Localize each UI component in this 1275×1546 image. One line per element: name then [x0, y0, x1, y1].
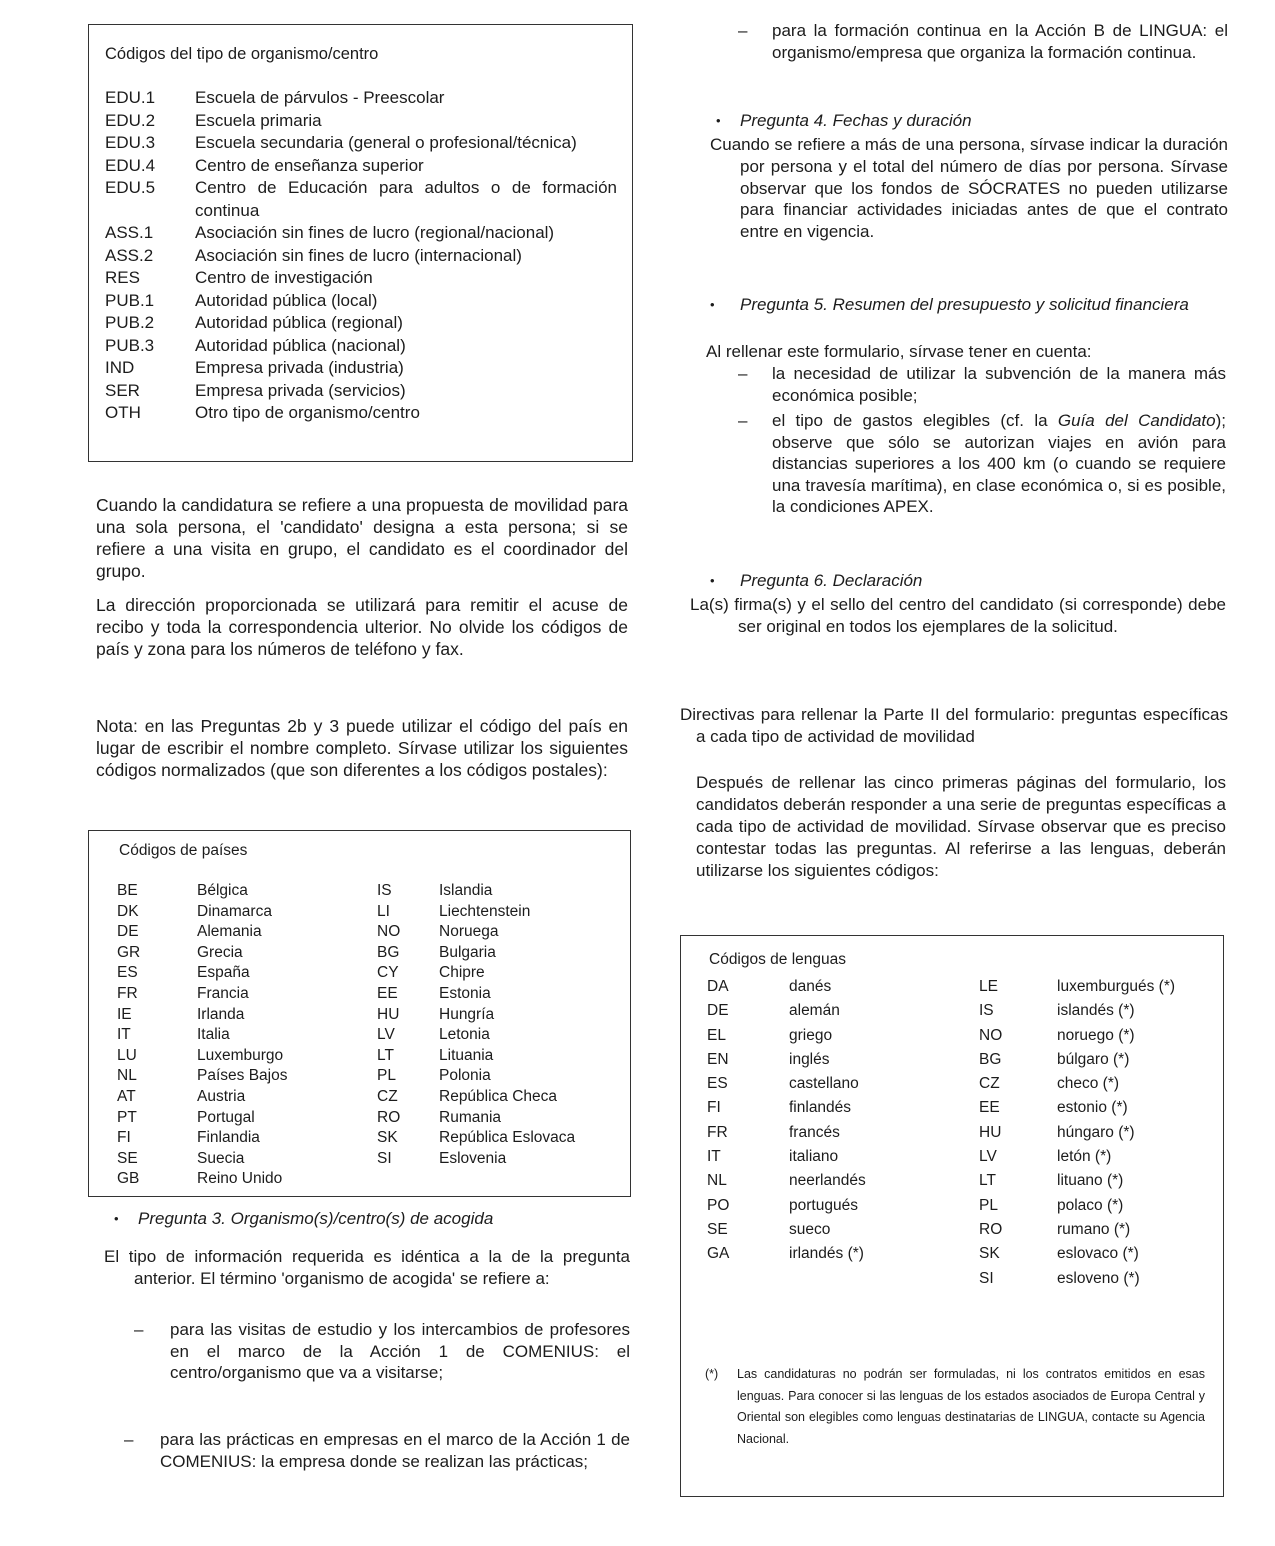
- org-code: EDU.3: [105, 133, 156, 152]
- list-item: [377, 1005, 627, 1026]
- org-label: Escuela de párvulos - Preescolar: [195, 88, 445, 107]
- list-item: [979, 1145, 1219, 1169]
- list-item: [377, 1087, 627, 1108]
- dash-icon: –: [134, 1320, 144, 1339]
- code: HU: [377, 1005, 400, 1023]
- q5-item-2-post: ); observe que sólo se autorizan viajes en avión para distancias superiores a los 400 km (o cuando se requiere una travesía marítima), en clase económica o, si es posible, la condiciones APEX.: [772, 411, 1226, 516]
- footnote-text: Las candidaturas no podrán ser formuladas, ni los contratos emitidos en esas lenguas. Para conocer si las lenguas de los estados asociados de Europa Central y Oriental son elegibles como lenguas destinatarias de LINGUA, contacte su Agencia Nacional.: [737, 1367, 1205, 1446]
- org-code: PUB.1: [105, 290, 155, 310]
- name: irlandés (*): [789, 1245, 864, 1263]
- code: NL: [707, 1172, 727, 1190]
- q4-text: [710, 134, 1228, 243]
- name: Suecia: [197, 1149, 245, 1167]
- table-row: [105, 87, 617, 110]
- name: Reino Unido: [197, 1170, 283, 1188]
- name: inglés: [789, 1050, 830, 1068]
- code: LT: [979, 1172, 996, 1190]
- country-codes-title: Códigos de países: [119, 842, 248, 859]
- name: Portugal: [197, 1108, 255, 1126]
- code: IE: [117, 1005, 132, 1023]
- code: SI: [979, 1269, 994, 1287]
- code: HU: [979, 1123, 1002, 1141]
- name: Luxemburgo: [197, 1046, 284, 1064]
- list-item: [707, 1169, 977, 1193]
- code: SE: [707, 1220, 728, 1238]
- language-codes-col2: [979, 975, 1219, 1291]
- q3-item-1-text: para las visitas de estudio y los intercambios de profesores en el marco de la Acción 1 de COMENIUS: el centro/organismo que va a visitarse;: [170, 1320, 630, 1382]
- bullet-icon: •: [710, 297, 715, 312]
- code: ES: [707, 1075, 728, 1093]
- country-codes-box: [88, 830, 631, 1197]
- list-item: [117, 943, 387, 964]
- code: CY: [377, 964, 399, 982]
- list-item: [979, 1242, 1219, 1266]
- code: DE: [707, 1002, 729, 1020]
- org-label: Asociación sin fines de lucro (internacional): [195, 245, 522, 265]
- list-item: [707, 1121, 977, 1145]
- code: LT: [377, 1046, 394, 1064]
- name: República Eslovaca: [439, 1129, 576, 1147]
- list-item: [377, 984, 627, 1005]
- list-item: [979, 1048, 1219, 1072]
- code: LE: [979, 978, 998, 995]
- name: finlandés: [789, 1099, 852, 1117]
- name: alemán: [789, 1002, 840, 1020]
- org-label: Escuela primaria: [195, 110, 322, 130]
- name: islandés (*): [1057, 1002, 1135, 1020]
- directives-heading-text: Directivas para rellenar la Parte II del formulario: preguntas específicas a cada tipo de actividad de movilidad: [680, 705, 1228, 746]
- table-row: [105, 267, 617, 290]
- org-code: ASS.2: [105, 245, 154, 265]
- code: SK: [377, 1129, 398, 1147]
- list-item: [377, 943, 627, 964]
- org-codes-title: Códigos del tipo de organismo/centro: [105, 45, 379, 63]
- org-label: Asociación sin fines de lucro (regional/nacional): [195, 223, 555, 242]
- code: LU: [117, 1046, 137, 1064]
- name: Bulgaria: [439, 943, 496, 961]
- list-item: [707, 1048, 977, 1072]
- list-item: [377, 1128, 627, 1149]
- name: Lituania: [439, 1046, 494, 1064]
- list-item: [979, 1194, 1219, 1218]
- code: GB: [117, 1170, 140, 1188]
- q3-item-1: [134, 1319, 630, 1384]
- name: letón (*): [1057, 1148, 1112, 1166]
- table-row: [105, 245, 617, 268]
- list-item: [117, 902, 387, 923]
- country-codes-col1: [117, 881, 387, 1190]
- name: Bélgica: [197, 882, 248, 899]
- code: RO: [979, 1220, 1003, 1238]
- code: NO: [377, 923, 401, 941]
- q4-text-content: Cuando se refiere a más de una persona, sírvase indicar la duración por persona y el total del número de días por persona. Sírvase observar que los fondos de SÓCRATES no pueden utilizarse para financiar actividades iniciadas antes de que el contrato entre en vigencia.: [710, 135, 1228, 242]
- name: Estonia: [439, 984, 491, 1002]
- country-codes-col2: [377, 881, 627, 1169]
- list-item: [979, 1267, 1219, 1291]
- name: Países Bajos: [197, 1067, 288, 1085]
- name: noruego (*): [1057, 1026, 1135, 1044]
- org-code: RES: [105, 268, 140, 287]
- name: Alemania: [197, 923, 262, 941]
- name: Finlandia: [197, 1129, 260, 1147]
- list-item: [979, 975, 1219, 999]
- code: ES: [117, 964, 138, 982]
- org-code: PUB.3: [105, 335, 155, 355]
- address-paragraph: La dirección proporcionada se utilizará para remitir el acuse de recibo y toda la correspondencia ulterior. No olvide los códigos de país y zona para los números de teléfono y fax.: [96, 595, 628, 659]
- q5-item-1-text: la necesidad de utilizar la subvención de la manera más económica posible;: [772, 364, 1226, 405]
- name: italiano: [789, 1148, 839, 1166]
- code: BE: [117, 882, 138, 899]
- org-codes-table: [105, 87, 617, 425]
- name: Austria: [197, 1087, 246, 1105]
- list-item: [707, 1218, 977, 1242]
- org-label: Centro de Educación para adultos o de formación continua: [195, 178, 617, 220]
- footnote-mark: (*): [705, 1367, 719, 1381]
- table-row: [105, 290, 617, 313]
- language-codes-col1: [707, 975, 977, 1267]
- table-row: [105, 110, 617, 133]
- candidate-paragraph: Cuando la candidatura se refiere a una propuesta de movilidad para una sola persona, el 'candidato' designa a esta persona; si se refiere a una visita en grupo, el candidato es el coordinador del grupo.: [96, 495, 628, 581]
- org-code: IND: [105, 358, 135, 377]
- code: FI: [707, 1099, 721, 1117]
- org-label: Otro tipo de organismo/centro: [195, 403, 420, 422]
- list-item: [377, 881, 627, 902]
- code: SI: [377, 1149, 392, 1167]
- name: República Checa: [439, 1087, 558, 1105]
- list-item: [117, 963, 387, 984]
- table-row: [105, 132, 617, 155]
- org-label: Autoridad pública (nacional): [195, 335, 406, 355]
- code: SE: [117, 1149, 138, 1167]
- code: AT: [117, 1087, 136, 1105]
- directives-text: Después de rellenar las cinco primeras páginas del formulario, los candidatos deberán responder a una serie de preguntas específicas a cada tipo de actividad de movilidad. Sírvase observar que es preciso contestar todas las preguntas. Al referirse a las lenguas, deberán utilizarse los siguientes códigos:: [696, 773, 1226, 880]
- org-label: Centro de enseñanza superior: [195, 155, 424, 175]
- name: eslovaco (*): [1057, 1245, 1139, 1263]
- code: CZ: [377, 1087, 398, 1105]
- q6-text-content: La(s) firma(s) y el sello del centro del candidato (si corresponde) debe ser original en todos los ejemplares de la solicitud.: [690, 595, 1226, 636]
- code: EE: [979, 1099, 1000, 1117]
- code: DE: [117, 923, 139, 941]
- name: húngaro (*): [1057, 1123, 1135, 1141]
- list-item: [377, 922, 627, 943]
- code: FR: [117, 984, 138, 1002]
- lingua-item-text: para la formación continua en la Acción B de LINGUA: el organismo/empresa que organiza la formación continua.: [772, 21, 1228, 62]
- language-codes-box: [680, 935, 1224, 1497]
- bullet-icon: •: [710, 573, 715, 588]
- list-item: [707, 1072, 977, 1096]
- name: Hungría: [439, 1005, 495, 1023]
- code: IT: [117, 1026, 131, 1044]
- list-item: [707, 999, 977, 1023]
- code: GR: [117, 943, 141, 961]
- code: EL: [707, 1026, 726, 1044]
- name: francés: [789, 1123, 840, 1141]
- language-codes-title: Códigos de lenguas: [709, 951, 847, 968]
- code: PO: [707, 1196, 730, 1214]
- org-code: SER: [105, 380, 140, 400]
- list-item: [707, 1242, 977, 1266]
- list-item: [117, 922, 387, 943]
- name: luxemburgués (*): [1057, 978, 1176, 995]
- q6-heading: Pregunta 6. Declaración: [740, 571, 923, 590]
- list-item: [377, 902, 627, 923]
- name: sueco: [789, 1220, 831, 1238]
- list-item: [117, 1046, 387, 1067]
- name: neerlandés: [789, 1172, 866, 1190]
- list-item: [117, 1025, 387, 1046]
- name: danés: [789, 978, 832, 995]
- name: Italia: [197, 1026, 230, 1044]
- q4-heading: Pregunta 4. Fechas y duración: [740, 111, 972, 130]
- list-item: [117, 1169, 387, 1190]
- q5-item-2: [738, 410, 1226, 518]
- code: PL: [377, 1067, 396, 1085]
- list-item: [117, 984, 387, 1005]
- name: Dinamarca: [197, 902, 272, 920]
- q5-item-2-text: [738, 410, 1226, 518]
- dash-icon: –: [738, 21, 748, 40]
- name: lituano (*): [1057, 1172, 1124, 1190]
- list-item: [979, 999, 1219, 1023]
- org-label: Empresa privada (industria): [195, 358, 404, 377]
- list-item: [377, 963, 627, 984]
- org-code: OTH: [105, 403, 141, 422]
- code: NL: [117, 1067, 137, 1085]
- q5-heading: Pregunta 5. Resumen del presupuesto y solicitud financiera: [740, 295, 1189, 314]
- org-label: Autoridad pública (local): [195, 290, 378, 310]
- org-code: PUB.2: [105, 313, 155, 332]
- code: LV: [377, 1026, 395, 1044]
- name: checo (*): [1057, 1075, 1120, 1093]
- org-label: Escuela secundaria (general o profesional/técnica): [195, 133, 577, 152]
- code: IS: [377, 882, 392, 899]
- code: NO: [979, 1026, 1003, 1044]
- org-code: EDU.1: [105, 88, 156, 107]
- org-label: Centro de investigación: [195, 268, 373, 287]
- table-row: [105, 380, 617, 403]
- org-label: Autoridad pública (regional): [195, 313, 403, 332]
- org-codes-box: [88, 24, 633, 462]
- q3-item-2-text: para las prácticas en empresas en el marco de la Acción 1 de COMENIUS: la empresa donde se realizan las prácticas;: [160, 1430, 630, 1471]
- q5-item-1: [738, 363, 1226, 406]
- code: CZ: [979, 1075, 1000, 1093]
- list-item: [707, 975, 977, 999]
- name: polaco (*): [1057, 1196, 1124, 1214]
- name: Chipre: [439, 964, 485, 982]
- table-row: [105, 335, 617, 358]
- org-code: ASS.1: [105, 223, 154, 242]
- list-item: [117, 1066, 387, 1087]
- code: BG: [377, 943, 400, 961]
- list-item: [117, 1149, 387, 1170]
- table-row: [105, 177, 617, 222]
- code: LV: [979, 1148, 997, 1166]
- list-item: [979, 1096, 1219, 1120]
- code: LI: [377, 902, 390, 920]
- code: PL: [979, 1196, 998, 1214]
- list-item: [707, 1145, 977, 1169]
- name: griego: [789, 1026, 833, 1044]
- list-item: [979, 1218, 1219, 1242]
- q5-text: Al rellenar este formulario, sírvase tener en cuenta:: [706, 342, 1092, 361]
- list-item: [979, 1024, 1219, 1048]
- name: Irlanda: [197, 1005, 245, 1023]
- org-label: Empresa privada (servicios): [195, 380, 406, 400]
- code: IS: [979, 1002, 994, 1020]
- code: GA: [707, 1245, 730, 1263]
- name: esloveno (*): [1057, 1269, 1140, 1287]
- name: portugués: [789, 1196, 858, 1214]
- q5-heading-row: [710, 294, 1228, 316]
- table-row: [105, 155, 617, 178]
- list-item: [377, 1108, 627, 1129]
- code: DK: [117, 902, 139, 920]
- name: Noruega: [439, 923, 499, 941]
- list-item: [117, 1087, 387, 1108]
- name: Eslovenia: [439, 1149, 507, 1167]
- table-row: [105, 357, 617, 380]
- name: Polonia: [439, 1067, 491, 1085]
- code: EE: [377, 984, 398, 1002]
- name: búlgaro (*): [1057, 1050, 1130, 1068]
- language-footnote: [705, 1364, 1205, 1450]
- table-row: [105, 402, 617, 425]
- table-row: [105, 222, 617, 245]
- list-item: [707, 1194, 977, 1218]
- name: España: [197, 964, 250, 982]
- code: DA: [707, 978, 729, 995]
- q3-text: [104, 1246, 630, 1289]
- lingua-item: [738, 20, 1228, 63]
- candidate-guide-ref: Guía del Candidato: [1057, 411, 1216, 430]
- org-code: EDU.2: [105, 110, 156, 130]
- name: Grecia: [197, 943, 243, 961]
- name: Francia: [197, 984, 249, 1002]
- code: SK: [979, 1245, 1000, 1263]
- name: Letonia: [439, 1026, 490, 1044]
- list-item: [707, 1096, 977, 1120]
- list-item: [377, 1149, 627, 1170]
- name: castellano: [789, 1075, 859, 1093]
- code: PT: [117, 1108, 137, 1126]
- list-item: [117, 1108, 387, 1129]
- list-item: [377, 1046, 627, 1067]
- org-code: EDU.4: [105, 155, 156, 175]
- q6-text: [690, 594, 1226, 638]
- list-item: [979, 1169, 1219, 1193]
- dash-icon: –: [738, 364, 748, 383]
- bullet-icon: •: [114, 1211, 119, 1226]
- note-paragraph: Nota: en las Preguntas 2b y 3 puede utilizar el código del país en lugar de escribir el nombre completo. Sírvase utilizar los siguientes códigos normalizados (que son diferentes a los códigos postales):: [96, 716, 628, 780]
- directives-heading: [680, 704, 1228, 747]
- list-item: [117, 1128, 387, 1149]
- list-item: [117, 1005, 387, 1026]
- dash-icon: –: [738, 411, 748, 430]
- name: Islandia: [439, 882, 493, 899]
- list-item: [377, 1025, 627, 1046]
- code: IT: [707, 1148, 721, 1166]
- table-row: [105, 312, 617, 335]
- name: rumano (*): [1057, 1220, 1131, 1238]
- q3-item-2: [124, 1429, 630, 1472]
- code: EN: [707, 1050, 729, 1068]
- list-item: [707, 1024, 977, 1048]
- q5-item-2-pre: el tipo de gastos elegibles (cf. la: [772, 411, 1058, 430]
- q3-heading: Pregunta 3. Organismo(s)/centro(s) de acogida: [138, 1209, 494, 1228]
- name: Liechtenstein: [439, 902, 531, 920]
- bullet-icon: •: [716, 113, 721, 128]
- name: Rumania: [439, 1108, 502, 1126]
- code: BG: [979, 1050, 1002, 1068]
- list-item: [979, 1121, 1219, 1145]
- q3-text-content: El tipo de información requerida es idéntica a la de la pregunta anterior. El término 'organismo de acogida' se refiere a:: [104, 1247, 630, 1288]
- dash-icon: –: [124, 1430, 134, 1449]
- code: FR: [707, 1123, 728, 1141]
- name: estonio (*): [1057, 1099, 1128, 1117]
- list-item: [117, 881, 387, 902]
- list-item: [979, 1072, 1219, 1096]
- code: RO: [377, 1108, 401, 1126]
- list-item: [377, 1066, 627, 1087]
- code: FI: [117, 1129, 131, 1147]
- org-code: EDU.5: [105, 178, 156, 197]
